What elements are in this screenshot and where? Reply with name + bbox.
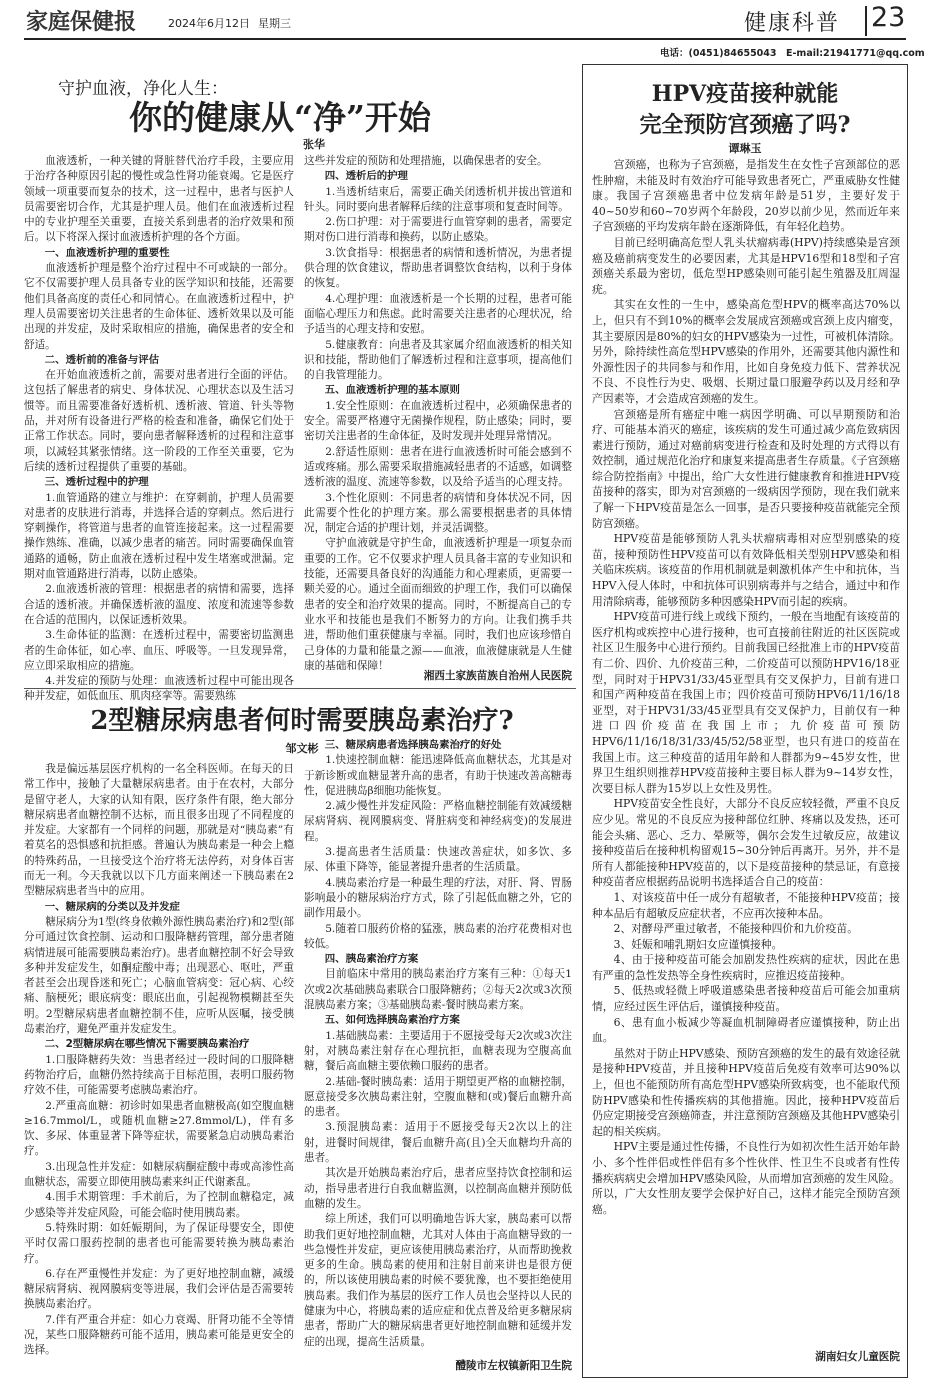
article-title: 2型糖尿病患者何时需要胰岛素治疗? — [90, 706, 514, 736]
page-divider — [865, 6, 867, 36]
paragraph: 宫颈癌，也称为子宫颈癌，是指发生在女性子宫颈部位的恶性肿瘤，未能及时有效治疗可能导致患者死亡，严重威胁女性健康。我国子宫颈癌患者中位发病年龄是51岁，主要好发于40~50岁和60~70岁两个年龄段，20岁以前少见，然而近年来子宫颈癌的平均发病年龄在逐渐降低，有年轻化趋势。 — [592, 158, 900, 234]
article-column-2 — [304, 738, 572, 1356]
paragraph: HPV疫苗可进行线上或线下预约，一般在当地配有该疫苗的医疗机构或疾控中心进行接种，也可直接前往附近的社区医院或社区卫生服务中心进行预约。目前我国已经批准上市的HPV疫苗有二价、四价、九价疫苗三种，二价疫苗可以预防HPV16/18亚型，同时对于HPV31/33/45亚型具有交叉保护力，目前有进口和国产两种疫苗在我国上市；四价疫苗可预防HPV6/11/16/18亚型，对于HPV31/33/45亚型具有交叉保护力，目前仅有一种进口四价疫苗在我国上市；九价疫苗可预防HPV6/11/16/18/31/33/45/52/58亚型，也只有进口的疫苗在我国上市。这三种疫苗的适用年龄和人群都为9~45岁女性，世界卫生组织则推荐HPV疫苗接种主要目标人群为9~14岁女性，次要目标人群为15岁以上女性及男性。 — [592, 610, 900, 795]
paragraph: 守护血液就是守护生命，血液透析护理是一项复杂而重要的工作。它不仅要求护理人员具备丰富的专业知识和技能，还需要具备良好的沟通能力和心理素质，更需要一颗关爱的心。通过全面而细致的护理工作，我们可以确保患者的安全和治疗效果的提高。同时，不断提高自己的专业水平和技能也是我们不断努力的方向。让我们携手共进，帮助他们重获健康与幸福。同时，我们也应该珍惜自己身体的力量和能量之源——血液，血液健康就是人生健康的基础和保障！ — [304, 537, 572, 672]
article-hpv-box — [582, 64, 908, 1378]
paragraph: 其次是开始胰岛素治疗后，患者应坚持饮食控制和运动，指导患者进行自我血糖监测，以控制高血糖并预防低血糖的发生。 — [304, 1167, 572, 1210]
paragraph: 这些并发症的预防和处理措施，以确保患者的安全。 — [304, 155, 548, 167]
article-hemodialysis — [24, 68, 576, 703]
section-heading: 五、血液透析护理的基本原则 — [324, 384, 460, 397]
article-body — [592, 157, 900, 1341]
article-column-1 — [24, 762, 294, 1376]
paragraph: 3.提高患者生活质量：快速改善症状，如多饮、多尿、体重下降等，能显著提升患者的生活质量。 — [304, 846, 572, 874]
paragraph: HPV疫苗是能够预防人乳头状瘤病毒相对应型别感染的疫苗，接种预防性HPV疫苗可以有效降低相关型别HPV感染和相关临床疾病。该疫苗的作用机制就是刺激机体产生中和抗体，当HPV入侵人体时，中和抗体可识别病毒并与之结合，通过中和作用清除病毒，能够预防多种因感染HPV而引起的疾病。 — [592, 532, 900, 608]
paragraph: 血液透析护理是整个治疗过程中不可或缺的一部分。它不仅需要护理人员具备专业的医学知识和技能，还需要他们具备高度的责任心和同情心。在血液透析过程中，护理人员需要密切关注患者的生命体征、透析效果以及可能出现的并发症，及时采取相应的措施，确保患者的安全和舒适。 — [24, 262, 294, 351]
article-separator — [24, 688, 576, 689]
paragraph: 1.基础胰岛素：主要适用于不愿接受每天2次或3次注射，对胰岛素注射存在心理抗拒，血糖表现为空腹高血糖，餐后高血糖主要依赖口服药的患者。 — [304, 1029, 572, 1073]
paragraph: 我是偏远基层医疗机构的一名全科医师。在每天的日常工作中，接触了大量糖尿病患者。由于在农村，大部分是留守老人，大家的认知有限，医疗条件有限，绝大部分糖尿病患者血糖控制不达标，而且很多出现了不同程度的并发症。大家都有一个同样的问题，那就是对“胰岛素”有着莫名的恐惧感和抗拒感。普遍认为胰岛素是一种会上瘾的特殊药品，一旦接受这个治疗将无法停药，对身体百害而无一利。今天我就以以下几方面来阐述一下胰岛素在2型糖尿病患者当中的应用。 — [24, 763, 294, 898]
paragraph: 7.伴有严重合并症：如心力衰竭、肝肾功能不全等情况，某些口服降糖药可能不适用，胰岛素可能是更安全的选择。 — [24, 1313, 294, 1357]
section-heading: 五、如何选择胰岛素治疗方案 — [324, 1014, 460, 1027]
article-author: 邹文彬 — [285, 742, 319, 755]
article-column-2 — [304, 154, 572, 672]
paragraph: 2.血液透析液的管理：根据患者的病情和需要，选择合适的透析液。并确保透析液的温度、浓度和流速等参数在合适的范围内，以保证透析效果。 — [24, 583, 294, 626]
paragraph: 在开始血液透析之前，需要对患者进行全面的评估。这包括了解患者的病史、身体状况、心理状态以及生活习惯等。而且需要准备好透析机、透析液、管道、针头等物品，并对所有设备进行严格的检查和准备，确保它们处于正常工作状态。同时，要向患者解释透析的过程和注意事项，以减轻其紧张情绪。这一阶段的工作至关重要，它为后续的透析过程提供了重要的基础。 — [24, 369, 294, 473]
contact-line: 电话：(0451)84655043 E-mail:21941771@qq.com — [660, 48, 925, 59]
article-diabetes — [24, 696, 576, 1376]
paragraph: 1.安全性原则：在血液透析过程中，必须确保患者的安全。需要严格遵守无菌操作规程，防止感染；同时，要密切关注患者的生命体征，及时发现并处理异常情况。 — [304, 399, 572, 443]
paragraph: 2.伤口护理：对于需要进行血管穿刺的患者，需要定期对伤口进行消毒和换药，以防止感染。 — [304, 216, 572, 244]
issue-date: 2024年6月12日 — [168, 17, 250, 30]
article-title-line-1: HPV疫苗接种就能 — [651, 81, 839, 107]
article-source: 醴陵市左权镇新阳卫生院 — [455, 1360, 572, 1372]
article-kicker: 守护血液，净化人生： — [58, 79, 228, 99]
section-heading: 二、2型糖尿病在哪些情况下需要胰岛素治疗 — [44, 1038, 250, 1051]
section-heading: 四、透析后的护理 — [324, 170, 408, 183]
paragraph: 5.随着口服药价格的猛涨，胰岛素的治疗花费相对也较低。 — [304, 922, 572, 950]
article-author: 谭琳玉 — [728, 142, 762, 155]
paragraph: 3.生命体征的监测：在透析过程中，需要密切监测患者的生命体征，如心率、血压、呼吸等。一旦发现异常，应立即采取相应的措施。 — [24, 629, 294, 672]
paragraph: 宫颈癌是所有癌症中唯一病因学明确、可以早期预防和治疗、可能基本消灭的癌症，该疾病的发生可通过减少高危致病因素进行预防，通过对癌前病变进行检查和及时处理的方式得以有效控制，通过规范化治疗和康复来提高患者生存质量。《子宫颈癌综合防控指南》中提出，给广大女性进行健康教育和推进HPV疫苗接种的落实，即为对宫颈癌的一级病因学预防，现在我们就来了解一下HPV疫苗是怎么一回事，是否只要接种疫苗就能完全预防宫颈癌。 — [592, 407, 900, 530]
article-source: 湘西土家族苗族自治州人民医院 — [423, 670, 572, 682]
paragraph: 2.严重高血糖：初诊时如果患者血糖极高(如空腹血糖≥16.7mmol/L，或随机血糖≥27.8mmol/L)，伴有多饮、多尿、体重显著下降等症状，需要紧急启动胰岛素治疗。 — [24, 1099, 294, 1158]
paragraph: 1.快速控制血糖：能迅速降低高血糖状态，尤其是对于新诊断或血糖显著升高的患者，有助于快速改善高糖毒性，促进胰岛β细胞功能恢复。 — [304, 754, 572, 797]
paragraph: 1.当透析结束后，需要正确关闭透析机并拔出管道和针头。同时要向患者解释后续的注意事项和复查时间等。 — [304, 185, 572, 213]
paragraph: 4.胰岛素治疗是一种最生理的疗法，对肝、肾、胃肠影响最小的糖尿病治疗方式，除了引起低血糖之外，它的副作用最小。 — [304, 876, 572, 920]
paragraph: 3.个性化原则：不同患者的病情和身体状况不同，因此需要个性化的护理方案。那么需要根据患者的具体情况，制定合适的护理计划，并灵活调整。 — [304, 491, 572, 535]
article-title: 你的健康从“净”开始 — [129, 98, 431, 137]
section-heading: 一、血液透析护理的重要性 — [44, 246, 170, 259]
paragraph: 目前已经明确高危型人乳头状瘤病毒(HPV)持续感染是宫颈癌及癌前病变发生的必要因素，尤其是HPV16型和18型和子宫颈癌关系最为密切，低危型HP感染则可能引起生殖器及肛周湿疣。 — [592, 235, 900, 296]
paragraph: 6.存在严重慢性并发症：为了更好地控制血糖，减缓糖尿病肾病、视网膜病变等进展，我们会评估是否需要转换胰岛素治疗。 — [24, 1267, 294, 1311]
section-heading: 一、糖尿病的分类以及并发症 — [44, 900, 180, 913]
page-number: 23 — [871, 2, 906, 33]
paragraph: 5.特殊时期：如妊娠期间，为了保证母婴安全，即使平时仅需口服药控制的患者也可能需要转换为胰岛素治疗。 — [24, 1221, 294, 1265]
paragraph: 血液透析，一种关键的肾脏替代治疗手段，主要应用于治疗各种原因引起的慢性或急性肾功能衰竭。它是医疗领域一项重要而复杂的技术，这一过程中，患者与医护人员需要密切合作，尤其是护理人员。他们在血液透析过程中的专业护理至关重要，直接关系到患者的治疗效果和预后。以下将深入探讨血液透析护理的各个方面。 — [24, 155, 294, 244]
paragraph: 2、对酵母严重过敏者，不能接种四价和九价疫苗。 — [613, 922, 858, 936]
paragraph: 4.并发症的预防与处理：血液透析过程中可能出现各种并发症，如低血压、肌肉痉挛等。需要熟练 — [24, 675, 294, 703]
paragraph: 4、由于接种疫苗可能会加剧发热性疾病的症状，因此在患有严重的急性发热等全身性疾病时，应推迟疫苗接种。 — [592, 953, 900, 982]
paper-name: 家庭保健报 — [26, 10, 137, 35]
paragraph: 5、低热或轻微上呼吸道感染患者接种疫苗后可能会加重病情，应经过医生评估后，谨慎接种疫苗。 — [592, 984, 900, 1014]
issue-weekday: 星期三 — [258, 17, 291, 30]
section-heading: 三、透析过程中的护理 — [44, 476, 149, 489]
paragraph: 3、妊娠和哺乳期妇女应谨慎接种。 — [613, 937, 783, 951]
article-source: 湖南妇女儿童医院 — [815, 1351, 900, 1363]
paragraph: 2.减少慢性并发症风险：严格血糖控制能有效减缓糖尿病肾病、视网膜病变、肾脏病变和神经病变)的发展进程。 — [304, 800, 572, 843]
paragraph: 2.基础-餐时胰岛素：适用于期望更严格的血糖控制，愿意接受多次胰岛素注射，空腹血糖和(或)餐后血糖升高的患者。 — [304, 1075, 572, 1119]
paragraph: 3.出现急性并发症：如糖尿病酮症酸中毒或高渗性高血糖状态，需要立即使用胰岛素来纠正代谢紊乱。 — [24, 1160, 294, 1189]
section-heading: 二、透析前的准备与评估 — [44, 353, 160, 366]
paragraph: 其实在女性的一生中，感染高危型HPV的概率高达70%以上，但只有不到10%的概率会发展成宫颈癌或宫颈上皮内瘤变，其主要原因是80%的妇女的HPV感染为一过性，可被机体清除。另外，除持续性高危型HPV感染的作用外，还需要其他内源性和外源性因子的共同参与和作用，比如自身免疫力低下、营养状况不良、不良性行为史、吸烟、长期过量口服避孕药以及月经和孕产因素等，才会造成宫颈癌的发生。 — [592, 298, 900, 405]
article-title-line-2: 完全预防宫颈癌了吗? — [639, 112, 851, 138]
section-heading: 三、糖尿病患者选择胰岛素治疗的好处 — [324, 739, 502, 751]
paragraph: 4.围手术期管理：手术前后，为了控制血糖稳定，减少感染等并发症风险，可能会临时使用胰岛素。 — [24, 1191, 294, 1219]
paragraph: 4.心理护理：血液透析是一个长期的过程，患者可能面临心理压力和焦虑。此时需要关注患者的心理状况，给予适当的心理支持和安慰。 — [304, 292, 572, 336]
paragraph: 1.血管通路的建立与维护：在穿刺前，护理人员需要对患者的皮肤进行消毒，并选择合适的穿刺点。然后进行穿刺操作，将管道与患者的血管连接起来。这一过程需要操作熟练、准确，以减少患者的痛苦。同时需要确保血管通路的通畅，防止血液在透析过程中发生堵塞或泄漏。定期对血管通路进行消毒，以防止感染。 — [24, 491, 294, 581]
paragraph: HPV主要是通过性传播，不良性行为如初次性生活开始年龄小、多个性伴侣或性伴侣有多个性伙伴、性卫生不良或者有性传播疾病病史会增加HPV感染风险，从而增加宫颈癌的发生风险。所以，广大女性朋友要学会保护好自己，这样才能完全预防宫颈癌。 — [592, 1140, 900, 1216]
paragraph: 3.饮食指导：根据患者的病情和透析情况，为患者提供合理的饮食建议，帮助患者调整饮食结构，以利于身体的恢复。 — [304, 246, 572, 290]
paragraph: 1.口服降糖药失效：当患者经过一段时间的口服降糖药物治疗后，血糖仍然持续高于目标范围，表明口服药物疗效不佳，可能需要考虑胰岛素治疗。 — [24, 1053, 294, 1097]
header-rule — [24, 38, 906, 40]
paragraph: 虽然对于防止HPV感染、预防宫颈癌的发生的最有效途径就是接种HPV疫苗，并且接种HPV疫苗后免疫有效率可达90%以上，但也不能预防所有高危型HPV感染所致病变，也不能取代预防HPV感染和性传播疾病的其他措施。因此，接种HPV疫苗后仍应定期接受宫颈癌筛查，并注意预防宫颈癌及其他HPV感染引起的相关疾病。 — [592, 1046, 900, 1138]
paragraph: 3.预混胰岛素：适用于不愿接受每天2次以上的注射，进餐时间规律，餐后血糖升高(且)全天血糖均升高的患者。 — [304, 1121, 572, 1165]
paragraph: 综上所述，我们可以明确地告诉大家，胰岛素可以帮助我们更好地控制血糖，尤其对人体由于高血糖导致的一些急慢性并发症，更应该使用胰岛素治疗，从而帮助挽救更多的生命。胰岛素的使用和注射目前来讲也是很方便的，所以该使用胰岛素的时候不要犹豫，也不要拒绝使用胰岛素。我们作为基层的医疗工作人员也会坚持以人民的健康为中心，将胰岛素的适应症和优点普及给更多糖尿病患者，帮助广大的糖尿病患者更好地控制血糖和延缓并发症的出现，提高生活质量。 — [304, 1213, 572, 1348]
article-column-1 — [24, 154, 294, 703]
paragraph: 目前临床中常用的胰岛素治疗方案有三种：①每天1次或2次基础胰岛素联合口服降糖药；②每天2次或3次预混胰岛素方案；③基础胰岛素-餐时胰岛素方案。 — [304, 968, 572, 1012]
section-heading: 四、胰岛素治疗方案 — [324, 953, 419, 966]
article-author: 张华 — [303, 138, 325, 151]
paragraph: 6、患有血小板减少等凝血机制障碍者应谨慎接种，防止出血。 — [592, 1015, 900, 1045]
paragraph: 2.舒适性原则：患者在进行血液透析时可能会感到不适或疼痛。那么需要采取措施减轻患者的不适感，如调整透析液的温度、流速等参数，以及给予适当的心理支持。 — [304, 445, 572, 489]
section-name: 健康科普 — [744, 11, 841, 36]
page-header — [0, 0, 930, 59]
paragraph: HPV疫苗安全性良好，大部分不良反应较轻微，严重不良反应少见。常见的不良反应为接种部位红肿、疼痛以及发热，还可能会头痛、恶心、乏力、晕厥等，偶尔会发生过敏反应，故建议接种疫苗后在接种机构留观15~30分钟后再离开。另外，并不是所有人都能接种HPV疫苗的，以下是疫苗接种的禁忌证，有意接种疫苗者应根据药品说明书选择适合自己的疫苗： — [592, 797, 900, 889]
paragraph: 糖尿病分为1型(终身依赖外源性胰岛素治疗)和2型(部分可通过饮食控制、运动和口服降糖药管理，部分患者随病情进展可能需要胰岛素治疗)。患者血糖控制不好会导致多种并发症发生，如酮症酸中毒；出现恶心、呕吐，严重者甚至会出现昏迷和死亡；心脑血管病变：冠心病、心绞痛、脑梗死；眼底病变：眼底出血，引起视物模糊甚至失明。2型糖尿病患者血糖控制不佳，应听从医嘱，接受胰岛素治疗，避免严重并发症发生。 — [24, 915, 294, 1036]
paragraph: 1、对该疫苗中任一成分有超敏者，不能接种HPV疫苗；接种本品后有超敏反应症状者，不应再次接种本品。 — [592, 890, 900, 920]
paragraph: 5.健康教育：向患者及其家属介绍血液透析的相关知识和技能，帮助他们了解透析过程和注意事项，提高他们的自我管理能力。 — [304, 338, 572, 382]
